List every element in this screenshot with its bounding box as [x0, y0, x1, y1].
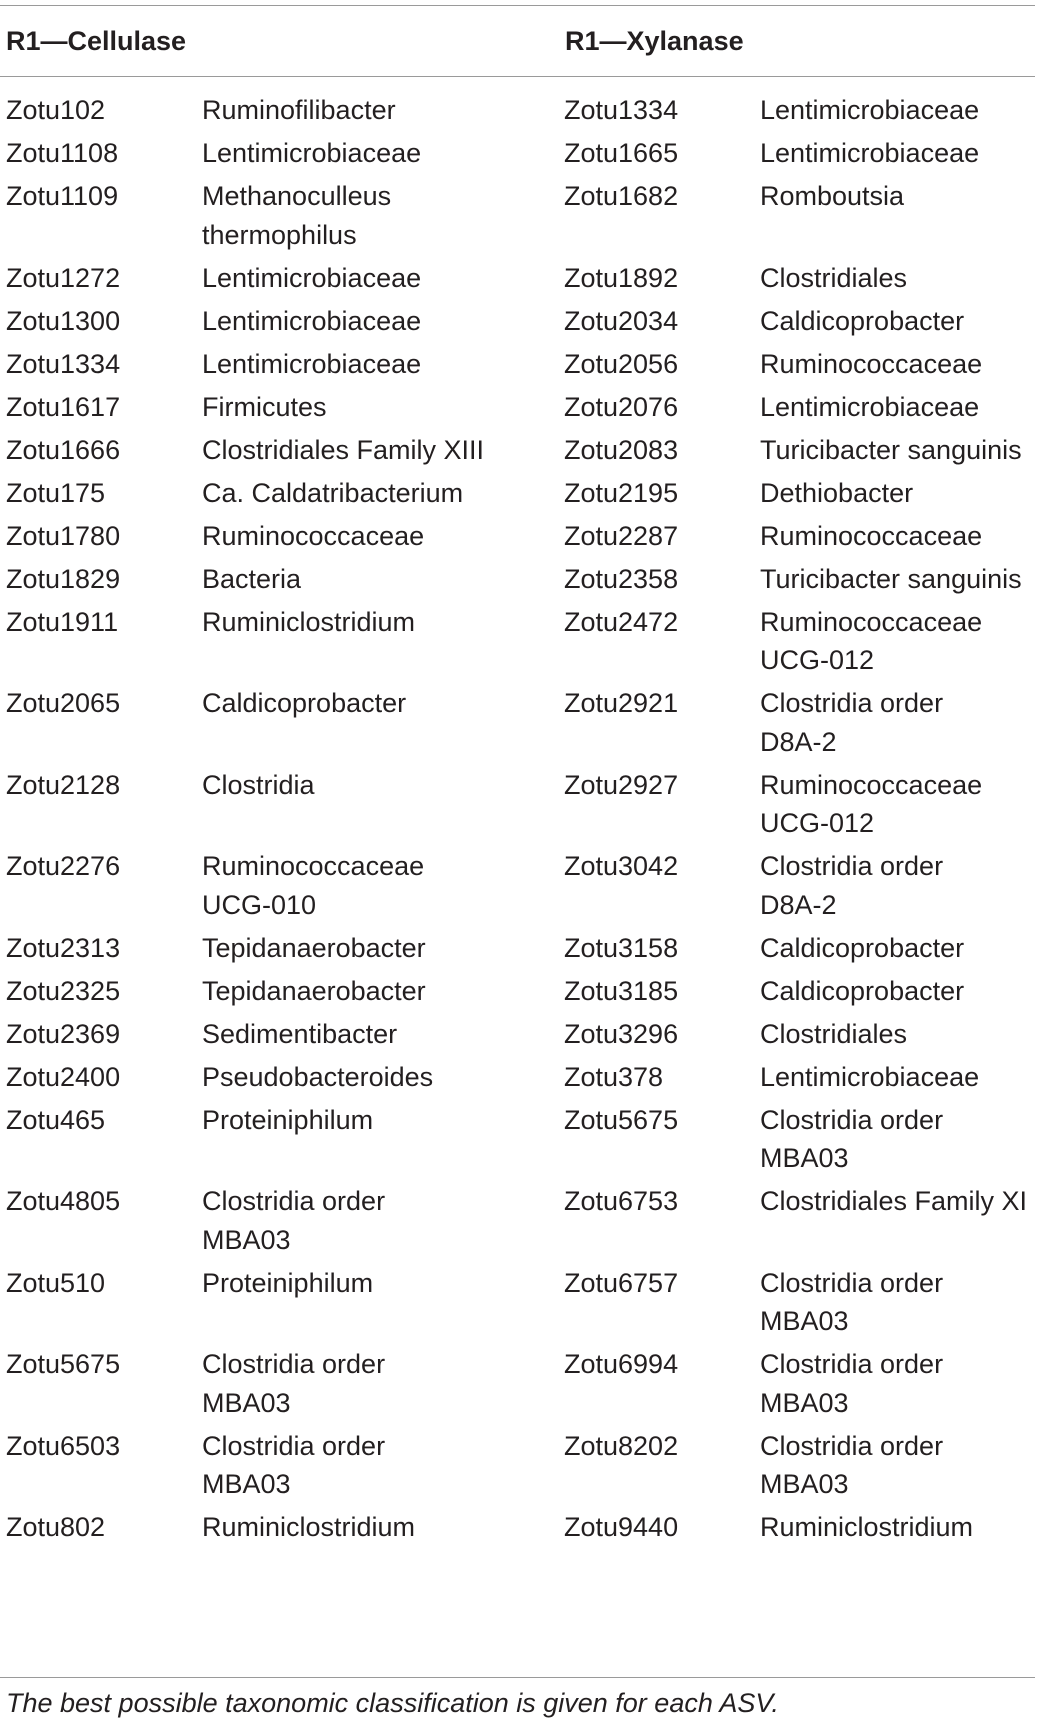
xylanase-taxonomy	[760, 345, 982, 384]
cellulase-taxonomy-line: Clostridia	[202, 769, 315, 800]
xylanase-taxonomy	[760, 517, 982, 556]
cellulase-asv-id: Zotu2065	[6, 688, 121, 718]
cellulase-asv-id: Zotu1272	[6, 262, 121, 293]
xylanase-taxonomy-line: UCG-012	[760, 808, 875, 838]
cellulase-taxonomy-line: MBA03	[202, 1387, 291, 1418]
xylanase-asv-id: Zotu3296	[564, 1018, 679, 1049]
xylanase-taxonomy-line: Clostridiales	[760, 1018, 908, 1049]
xylanase-taxonomy-line: Caldicoprobacter	[760, 305, 965, 336]
cellulase-taxonomy	[202, 972, 426, 1011]
cellulase-taxonomy	[202, 1427, 385, 1504]
cellulase-taxonomy	[202, 1345, 385, 1422]
xylanase-taxonomy	[760, 134, 979, 173]
xylanase-taxonomy	[760, 259, 907, 298]
table-row	[0, 684, 1041, 766]
xylanase-asv-id: Zotu1682	[564, 181, 679, 211]
cellulase-taxonomy-line: MBA03	[202, 1224, 291, 1255]
cellulase-taxonomy-line: Lentimicrobiaceae	[202, 262, 422, 293]
header-xylanase: R1—Xylanase	[565, 26, 744, 56]
cellulase-taxonomy-line: Clostridia order	[202, 1186, 386, 1216]
xylanase-taxonomy	[760, 847, 943, 924]
xylanase-asv-id: Zotu1334	[564, 95, 679, 125]
xylanase-taxonomy-line: Ruminococcaceae	[760, 520, 983, 551]
xylanase-taxonomy	[760, 302, 964, 341]
cellulase-taxonomy-line: Caldicoprobacter	[202, 688, 407, 718]
table-row	[0, 603, 1041, 685]
cellulase-asv-id: Zotu1334	[6, 348, 121, 379]
cellulase-asv-id: Zotu1108	[6, 138, 119, 168]
xylanase-taxonomy-line: Clostridiales Family XI	[760, 1186, 1028, 1216]
table-row	[0, 517, 1041, 560]
xylanase-taxonomy-line: MBA03	[760, 1387, 849, 1418]
xylanase-asv-id: Zotu6753	[564, 1186, 679, 1216]
cellulase-taxonomy	[202, 603, 415, 642]
table-row	[0, 1015, 1041, 1058]
xylanase-taxonomy-line: Lentimicrobiaceae	[760, 1061, 980, 1092]
cellulase-asv-id: Zotu1911	[6, 606, 119, 637]
xylanase-taxonomy-line: Ruminococcaceae	[760, 769, 983, 800]
table-row	[0, 91, 1041, 134]
xylanase-taxonomy-line: Clostridiales	[760, 262, 908, 293]
cellulase-asv-id: Zotu2313	[6, 932, 121, 963]
xylanase-asv-id: Zotu3042	[564, 851, 679, 881]
xylanase-taxonomy	[760, 603, 982, 680]
xylanase-taxonomy-line: Romboutsia	[760, 181, 905, 211]
cellulase-asv-id: Zotu2128	[6, 769, 121, 800]
cellulase-taxonomy-line: Clostridiales Family XIII	[202, 434, 485, 465]
xylanase-asv-id: Zotu8202	[564, 1430, 679, 1461]
cellulase-taxonomy	[202, 431, 484, 470]
xylanase-taxonomy-line: Lentimicrobiaceae	[760, 95, 980, 125]
xylanase-taxonomy	[760, 929, 964, 968]
cellulase-asv-id: Zotu1109	[6, 181, 119, 211]
table-row	[0, 560, 1041, 603]
table-row	[0, 1264, 1041, 1346]
table-row	[0, 929, 1041, 972]
table-footnote: The best possible taxonomic classification is given for each ASV.	[6, 1688, 779, 1718]
xylanase-taxonomy-line: Dethiobacter	[760, 477, 914, 508]
cellulase-taxonomy	[202, 517, 424, 556]
xylanase-taxonomy-line: Clostridia order	[760, 851, 944, 881]
table-body	[0, 91, 1041, 1551]
cellulase-taxonomy	[202, 474, 463, 513]
xylanase-taxonomy-line: MBA03	[760, 1143, 849, 1173]
xylanase-asv-id: Zotu3185	[564, 975, 679, 1006]
xylanase-taxonomy-line: Clostridia order	[760, 688, 944, 718]
table-row	[0, 474, 1041, 517]
xylanase-asv-id: Zotu2034	[564, 305, 679, 336]
table-row	[0, 1345, 1041, 1427]
cellulase-taxonomy	[202, 1058, 433, 1097]
cellulase-taxonomy-line: Ca. Caldatribacterium	[202, 477, 464, 508]
cellulase-taxonomy	[202, 1015, 397, 1054]
table-row	[0, 972, 1041, 1015]
cellulase-asv-id: Zotu2325	[6, 975, 121, 1006]
xylanase-asv-id: Zotu1892	[564, 262, 679, 293]
cellulase-taxonomy-line: Ruminiclostridium	[202, 606, 416, 637]
table-row	[0, 1182, 1041, 1264]
xylanase-asv-id: Zotu1665	[564, 138, 679, 168]
cellulase-taxonomy	[202, 177, 391, 254]
cellulase-taxonomy-line: Tepidanaerobacter	[202, 975, 426, 1006]
xylanase-taxonomy	[760, 474, 913, 513]
xylanase-asv-id: Zotu2472	[564, 606, 679, 637]
cellulase-taxonomy-line: Methanoculleus	[202, 181, 392, 211]
xylanase-asv-id: Zotu2195	[564, 477, 679, 508]
xylanase-taxonomy-line: Clostridia order	[760, 1267, 944, 1298]
cellulase-taxonomy	[202, 134, 421, 173]
cellulase-taxonomy	[202, 345, 421, 384]
xylanase-taxonomy-line: Ruminococcaceae	[760, 348, 983, 379]
xylanase-taxonomy-line: Turicibacter sanguinis	[760, 434, 1022, 465]
cellulase-taxonomy-line: Tepidanaerobacter	[202, 932, 426, 963]
xylanase-taxonomy-line: Clostridia order	[760, 1104, 944, 1135]
cellulase-asv-id: Zotu2400	[6, 1061, 121, 1092]
xylanase-taxonomy	[760, 972, 964, 1011]
xylanase-asv-id: Zotu2083	[564, 434, 679, 465]
xylanase-taxonomy-line: UCG-012	[760, 645, 875, 675]
table-row	[0, 302, 1041, 345]
cellulase-taxonomy	[202, 766, 315, 805]
xylanase-taxonomy	[760, 1427, 943, 1504]
xylanase-asv-id: Zotu2056	[564, 348, 679, 379]
xylanase-taxonomy-line: Turicibacter sanguinis	[760, 563, 1022, 594]
xylanase-taxonomy-line: Clostridia order	[760, 1430, 944, 1461]
xylanase-asv-id: Zotu2076	[564, 391, 679, 422]
cellulase-asv-id: Zotu1666	[6, 434, 121, 465]
cellulase-asv-id: Zotu5675	[6, 1349, 121, 1379]
xylanase-asv-id: Zotu9440	[564, 1512, 679, 1542]
xylanase-taxonomy	[760, 91, 979, 130]
table-row	[0, 847, 1041, 929]
xylanase-taxonomy-line: Clostridia order	[760, 1349, 944, 1379]
cellulase-asv-id: Zotu102	[6, 95, 106, 125]
xylanase-taxonomy	[760, 1101, 943, 1178]
cellulase-taxonomy-line: Sedimentibacter	[202, 1018, 398, 1049]
xylanase-asv-id: Zotu6757	[564, 1267, 679, 1298]
cellulase-asv-id: Zotu510	[6, 1267, 106, 1298]
cellulase-taxonomy	[202, 929, 426, 968]
xylanase-taxonomy-line: Lentimicrobiaceae	[760, 391, 980, 422]
cellulase-taxonomy-line: UCG-010	[202, 889, 317, 920]
cellulase-taxonomy-line: Ruminofilibacter	[202, 95, 396, 125]
xylanase-taxonomy-line: Caldicoprobacter	[760, 975, 965, 1006]
cellulase-taxonomy-line: Ruminococcaceae	[202, 851, 425, 881]
cellulase-taxonomy-line: Firmicutes	[202, 391, 327, 422]
xylanase-taxonomy	[760, 388, 979, 427]
cellulase-taxonomy	[202, 302, 421, 341]
xylanase-asv-id: Zotu5675	[564, 1104, 679, 1135]
xylanase-asv-id: Zotu6994	[564, 1349, 679, 1379]
cellulase-taxonomy-line: Lentimicrobiaceae	[202, 305, 422, 336]
xylanase-asv-id: Zotu2358	[564, 563, 679, 594]
xylanase-taxonomy	[760, 684, 943, 761]
xylanase-asv-id: Zotu2927	[564, 769, 679, 800]
bottom-rule	[0, 1677, 1035, 1678]
cellulase-taxonomy-line: Proteiniphilum	[202, 1104, 374, 1135]
xylanase-taxonomy-line: D8A-2	[760, 889, 837, 920]
table-row	[0, 177, 1041, 259]
cellulase-taxonomy-line: Lentimicrobiaceae	[202, 138, 422, 168]
cellulase-taxonomy-line: Ruminococcaceae	[202, 520, 425, 551]
xylanase-taxonomy-line: Ruminiclostridium	[760, 1512, 974, 1542]
cellulase-taxonomy-line: Proteiniphilum	[202, 1267, 374, 1298]
xylanase-taxonomy	[760, 1345, 943, 1422]
xylanase-asv-id: Zotu2287	[564, 520, 679, 551]
table-row	[0, 431, 1041, 474]
cellulase-asv-id: Zotu4805	[6, 1186, 121, 1216]
table-row	[0, 134, 1041, 177]
cellulase-taxonomy	[202, 1101, 373, 1140]
xylanase-asv-id: Zotu3158	[564, 932, 679, 963]
xylanase-taxonomy	[760, 766, 982, 843]
table-row	[0, 1058, 1041, 1101]
cellulase-taxonomy-line: Pseudobacteroides	[202, 1061, 434, 1092]
cellulase-taxonomy-line: Clostridia order	[202, 1430, 386, 1461]
cellulase-taxonomy	[202, 847, 424, 924]
xylanase-taxonomy	[760, 431, 1022, 470]
cellulase-asv-id: Zotu2369	[6, 1018, 121, 1049]
cellulase-taxonomy-line: Bacteria	[202, 563, 302, 594]
xylanase-taxonomy	[760, 1058, 979, 1097]
cellulase-asv-id: Zotu175	[6, 477, 106, 508]
cellulase-taxonomy	[202, 684, 406, 723]
cellulase-taxonomy	[202, 388, 327, 427]
header-cellulase: R1—Cellulase	[6, 26, 187, 56]
cellulase-asv-id: Zotu1829	[6, 563, 121, 594]
xylanase-taxonomy-line: Caldicoprobacter	[760, 932, 965, 963]
cellulase-taxonomy	[202, 1182, 385, 1259]
cellulase-taxonomy	[202, 91, 396, 130]
cellulase-taxonomy	[202, 1508, 415, 1547]
xylanase-asv-id: Zotu2921	[564, 688, 679, 718]
cellulase-taxonomy-line: thermophilus	[202, 219, 357, 250]
cellulase-asv-id: Zotu1617	[6, 391, 121, 422]
cellulase-asv-id: Zotu1780	[6, 520, 121, 551]
cellulase-taxonomy	[202, 560, 301, 599]
xylanase-taxonomy-line: MBA03	[760, 1469, 849, 1499]
cellulase-taxonomy-line: Clostridia order	[202, 1349, 386, 1379]
top-rule	[0, 5, 1035, 6]
xylanase-taxonomy	[760, 177, 904, 216]
cellulase-asv-id: Zotu2276	[6, 851, 121, 881]
table-row	[0, 1508, 1041, 1551]
xylanase-taxonomy	[760, 1264, 943, 1341]
xylanase-taxonomy-line: Ruminococcaceae	[760, 606, 983, 637]
xylanase-taxonomy-line: MBA03	[760, 1306, 849, 1336]
cellulase-taxonomy-line: MBA03	[202, 1469, 291, 1499]
cellulase-taxonomy-line: Lentimicrobiaceae	[202, 348, 422, 379]
table-row	[0, 259, 1041, 302]
table-row	[0, 766, 1041, 848]
xylanase-taxonomy	[760, 1182, 1027, 1221]
table-row	[0, 1101, 1041, 1183]
xylanase-taxonomy-line: D8A-2	[760, 726, 837, 757]
cellulase-taxonomy	[202, 259, 421, 298]
cellulase-asv-id: Zotu802	[6, 1512, 106, 1542]
xylanase-taxonomy	[760, 560, 1022, 599]
xylanase-taxonomy	[760, 1508, 973, 1547]
xylanase-taxonomy	[760, 1015, 907, 1054]
xylanase-asv-id: Zotu378	[564, 1061, 664, 1092]
cellulase-taxonomy	[202, 1264, 373, 1303]
cellulase-asv-id: Zotu465	[6, 1104, 106, 1135]
cellulase-asv-id: Zotu1300	[6, 305, 121, 336]
cellulase-taxonomy-line: Ruminiclostridium	[202, 1512, 416, 1542]
table-row	[0, 345, 1041, 388]
table-row	[0, 1427, 1041, 1509]
header-rule	[0, 76, 1035, 77]
table-row	[0, 388, 1041, 431]
cellulase-asv-id: Zotu6503	[6, 1430, 121, 1461]
xylanase-taxonomy-line: Lentimicrobiaceae	[760, 138, 980, 168]
